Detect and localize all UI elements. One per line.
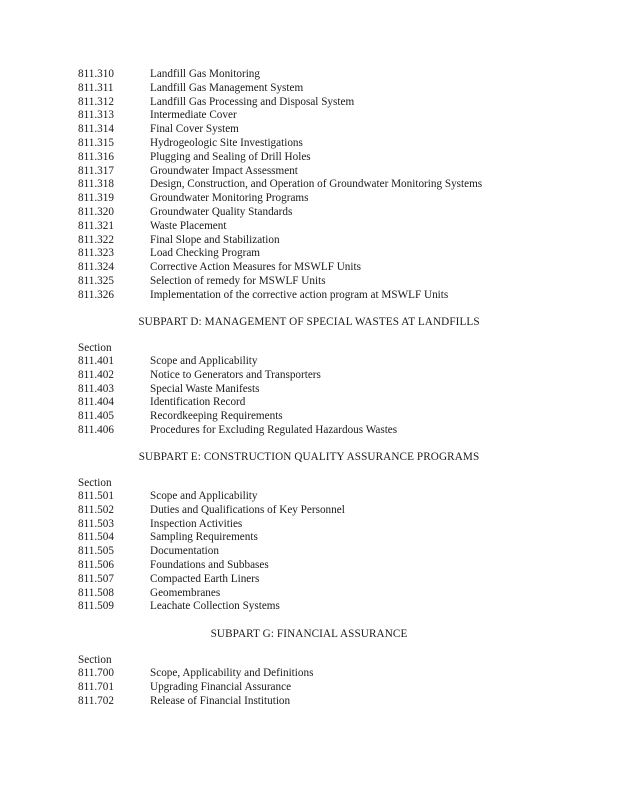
section-number: 811.404 [78, 396, 114, 409]
section-column-label: Section [78, 654, 112, 666]
subpart-d-section-list [78, 355, 598, 438]
toc-row [78, 192, 598, 206]
subpart-g-section-list [78, 667, 598, 708]
section-title: Groundwater Quality Standards [150, 205, 293, 218]
toc-row [78, 504, 598, 518]
section-title: Sampling Requirements [150, 531, 258, 544]
section-number: 811.312 [78, 95, 114, 108]
section-number: 811.318 [78, 178, 114, 191]
section-number: 811.401 [78, 355, 114, 367]
section-title: Foundations and Subbases [150, 558, 269, 571]
section-number: 811.324 [78, 261, 114, 274]
section-number: 811.315 [78, 136, 114, 149]
toc-row [78, 123, 598, 137]
section-title: Design, Construction, and Operation of Groundwater Monitoring Systems [150, 178, 483, 191]
toc-row [78, 695, 598, 709]
section-title: Landfill Gas Monitoring [150, 68, 260, 80]
section-number: 811.700 [78, 667, 114, 679]
toc-row [78, 573, 598, 587]
toc-row [78, 369, 598, 383]
section-title: Hydrogeologic Site Investigations [150, 136, 303, 149]
section-number: 811.314 [78, 123, 114, 136]
section-title: Landfill Gas Management System [150, 81, 304, 94]
section-title: Intermediate Cover [150, 109, 237, 122]
section-title: Scope, Applicability and Definitions [150, 667, 314, 679]
section-title: Corrective Action Measures for MSWLF Units [150, 261, 361, 274]
section-number: 811.502 [78, 503, 114, 516]
toc-row [78, 206, 598, 220]
toc-row [78, 165, 598, 179]
section-number: 811.317 [78, 164, 114, 177]
section-title: Upgrading Financial Assurance [150, 680, 292, 693]
section-number: 811.325 [78, 274, 114, 287]
section-number: 811.405 [78, 410, 114, 423]
toc-row [78, 424, 598, 438]
section-number: 811.504 [78, 531, 114, 544]
section-number: 811.311 [78, 81, 114, 94]
section-number: 811.508 [78, 586, 114, 599]
toc-row [78, 410, 598, 424]
toc-row [78, 531, 598, 545]
section-title: Scope and Applicability [150, 490, 258, 502]
section-number: 811.702 [78, 694, 114, 707]
toc-row [78, 82, 598, 96]
section-title: Final Cover System [150, 123, 239, 136]
section-title: Implementation of the corrective action program at MSWLF Units [150, 288, 449, 301]
section-title: Special Waste Manifests [150, 382, 260, 395]
section-title: Groundwater Impact Assessment [150, 164, 298, 177]
section-column-label: Section [78, 477, 112, 489]
section-title: Recordkeeping Requirements [150, 410, 283, 423]
toc-row [78, 151, 598, 165]
section-title: Final Slope and Stabilization [150, 233, 280, 246]
toc-row [78, 490, 598, 504]
subpart-e-heading: SUBPART E: CONSTRUCTION QUALITY ASSURANCE PROGRAMS [138, 451, 480, 463]
section-number: 811.501 [78, 490, 114, 502]
toc-row [78, 383, 598, 397]
section-number: 811.406 [78, 423, 114, 436]
toc-row [78, 396, 598, 410]
section-number: 811.403 [78, 382, 114, 395]
subpart-g-heading: SUBPART G: FINANCIAL ASSURANCE [210, 628, 408, 640]
toc-row [78, 137, 598, 151]
toc-row [78, 587, 598, 601]
section-number: 811.506 [78, 558, 114, 571]
toc-row [78, 96, 598, 110]
section-number: 811.509 [78, 600, 114, 613]
toc-row [78, 667, 598, 681]
section-title: Selection of remedy for MSWLF Units [150, 274, 326, 287]
section-number: 811.326 [78, 288, 114, 301]
section-title: Inspection Activities [150, 517, 243, 530]
section-column-label: Section [78, 342, 112, 354]
section-number: 811.322 [78, 233, 114, 246]
section-title: Plugging and Sealing of Drill Holes [150, 150, 311, 163]
section-number: 811.310 [78, 68, 114, 80]
section-title: Notice to Generators and Transporters [150, 368, 321, 381]
section-title: Leachate Collection Systems [150, 600, 280, 613]
toc-row [78, 109, 598, 123]
toc-row [78, 247, 598, 261]
section-title: Landfill Gas Processing and Disposal System [150, 95, 355, 108]
section-number: 811.320 [78, 205, 114, 218]
section-number: 811.321 [78, 219, 114, 232]
toc-row [78, 600, 598, 614]
toc-row [78, 234, 598, 248]
toc-row [78, 681, 598, 695]
subpart-c-section-list [78, 68, 598, 303]
toc-row [78, 289, 598, 303]
section-number: 811.503 [78, 517, 114, 530]
toc-row [78, 261, 598, 275]
section-title: Duties and Qualifications of Key Personnel [150, 503, 345, 516]
section-title: Waste Placement [150, 219, 227, 232]
subpart-d-heading: SUBPART D: MANAGEMENT OF SPECIAL WASTES AT LANDFILLS [138, 316, 480, 328]
section-number: 811.402 [78, 368, 114, 381]
section-title: Load Checking Program [150, 247, 260, 260]
subpart-e-section-list [78, 490, 598, 614]
section-title: Procedures for Excluding Regulated Hazardous Wastes [150, 423, 398, 436]
toc-row [78, 559, 598, 573]
section-title: Groundwater Monitoring Programs [150, 192, 309, 205]
toc-row [78, 275, 598, 289]
toc-row [78, 68, 598, 82]
section-title: Release of Financial Institution [150, 694, 291, 707]
section-number: 811.313 [78, 109, 114, 122]
section-title: Geomembranes [150, 586, 221, 599]
section-number: 811.323 [78, 247, 114, 260]
toc-row [78, 355, 598, 369]
section-title: Compacted Earth Liners [150, 572, 260, 585]
section-number: 811.316 [78, 150, 114, 163]
toc-row [78, 545, 598, 559]
section-number: 811.701 [78, 680, 114, 693]
toc-row [78, 220, 598, 234]
section-title: Documentation [150, 545, 219, 558]
section-number: 811.507 [78, 572, 114, 585]
section-title: Scope and Applicability [150, 355, 258, 367]
section-title: Identification Record [150, 396, 246, 409]
toc-row [78, 518, 598, 532]
section-number: 811.319 [78, 192, 114, 205]
section-number: 811.505 [78, 545, 114, 558]
toc-row [78, 178, 598, 192]
